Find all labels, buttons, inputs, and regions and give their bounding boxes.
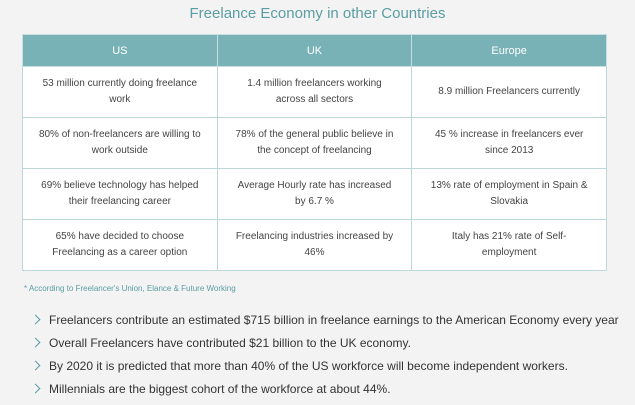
list-item-text: Overall Freelancers have contributed $21 billion to the UK economy. xyxy=(49,335,411,350)
list-item xyxy=(30,331,630,354)
table-cell: 80% of non-freelancers are willing to work outside xyxy=(23,118,218,169)
list-item-text: Millennials are the biggest cohort of the workforce at about 44%. xyxy=(49,381,391,396)
table-cell: 78% of the general public believe in the concept of freelancing xyxy=(217,118,412,169)
list-item-text: Freelancers contribute an estimated $715 billion in freelance earnings to the American Economy every year xyxy=(49,312,619,327)
table-cell: 8.9 million Freelancers currently xyxy=(412,67,607,118)
column-header-us: US xyxy=(23,35,218,67)
list-item xyxy=(30,377,630,400)
facts-list xyxy=(30,308,630,400)
column-header-europe: Europe xyxy=(412,35,607,67)
chevron-right-icon xyxy=(31,338,41,348)
freelance-stats-table xyxy=(22,34,607,271)
table-cell: 53 million currently doing freelance work xyxy=(23,67,218,118)
chevron-right-icon xyxy=(31,361,41,371)
table-cell: 69% believe technology has helped their freelancing career xyxy=(23,169,218,220)
table-cell: Average Hourly rate has increased by 6.7 % xyxy=(217,169,412,220)
source-footnote: * According to Freelancer's Union, Elance & Future Working xyxy=(24,284,236,293)
table-cell: 65% have decided to choose Freelancing as a career option xyxy=(23,220,218,271)
table-cell: 1.4 million freelancers working across all sectors xyxy=(217,67,412,118)
chevron-right-icon xyxy=(31,384,41,394)
chevron-right-icon xyxy=(31,315,41,325)
list-item xyxy=(30,308,630,331)
table-row xyxy=(23,67,607,118)
column-header-uk: UK xyxy=(217,35,412,67)
table-cell: Freelancing industries increased by 46% xyxy=(217,220,412,271)
table-row xyxy=(23,169,607,220)
table-cell: 13% rate of employment in Spain & Slovakia xyxy=(412,169,607,220)
table-cell: Italy has 21% rate of Self-employment xyxy=(412,220,607,271)
table-cell: 45 % increase in freelancers ever since 2013 xyxy=(412,118,607,169)
table-row xyxy=(23,118,607,169)
page-title: Freelance Economy in other Countries xyxy=(189,5,446,22)
table-row xyxy=(23,220,607,271)
table-header-row xyxy=(23,35,607,67)
list-item-text: By 2020 it is predicted that more than 40% of the US workforce will become independent workers. xyxy=(49,358,568,373)
list-item xyxy=(30,354,630,377)
